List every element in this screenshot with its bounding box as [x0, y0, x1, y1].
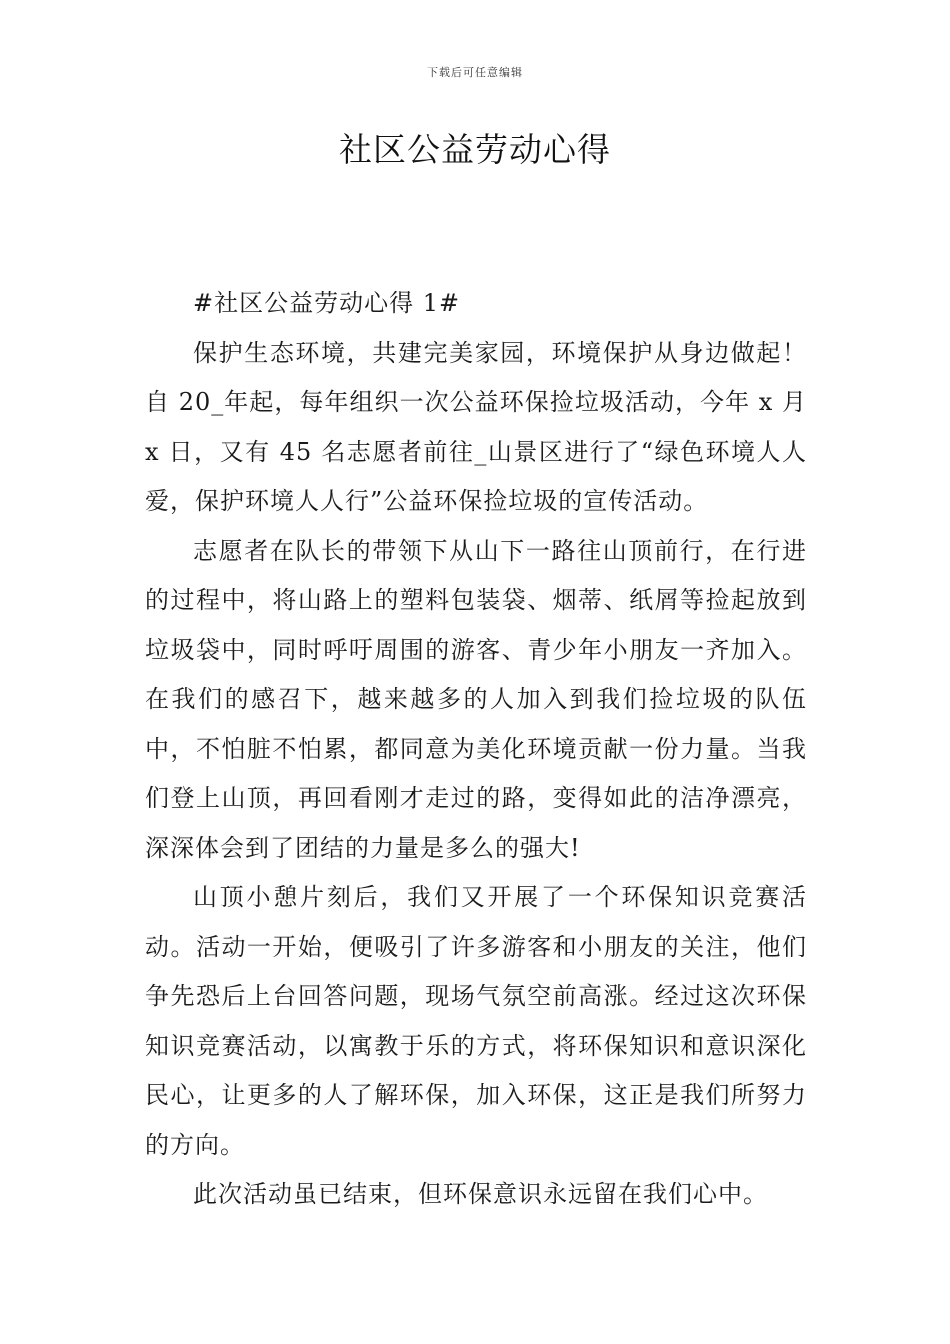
paragraph: 保护生态环境，共建完美家园，环境保护从身边做起！自 20_年起，每年组织一次公益环保捡垃圾活动，今年 x 月 x 日，又有 45 名志愿者前往_山景区进行了“绿色环境人人爱，保护环境人人行”公益环保捡垃圾的宣传活动。	[145, 338, 807, 515]
paragraph: 山顶小憩片刻后，我们又开展了一个环保知识竞赛活动。活动一开始，便吸引了许多游客和小朋友的关注，他们争先恐后上台回答问题，现场气氛空前高涨。经过这次环保知识竞赛活动，以寓教于乐的方式，将环保知识和意识深化民心，让更多的人了解环保，加入环保，这正是我们所努力的方向。	[145, 883, 807, 1159]
section-heading: #社区公益劳动心得 1#	[193, 289, 461, 317]
paragraph: 此次活动虽已结束，但环保意识永远留在我们心中。	[193, 1180, 768, 1208]
header-note: 下载后可任意编辑	[427, 66, 523, 79]
document-body	[145, 279, 807, 1220]
document-title: 社区公益劳动心得	[339, 130, 611, 169]
paragraph: 志愿者在队长的带领下从山下一路往山顶前行，在行进的过程中，将山路上的塑料包装袋、烟蒂、纸屑等捡起放到垃圾袋中，同时呼吁周围的游客、青少年小朋友一齐加入。在我们的感召下，越来越多的人加入到我们捡垃圾的队伍中，不怕脏不怕累，都同意为美化环境贡献一份力量。当我们登上山顶，再回看刚才走过的路，变得如此的洁净漂亮，深深体会到了团结的力量是多么的强大!	[145, 536, 807, 862]
